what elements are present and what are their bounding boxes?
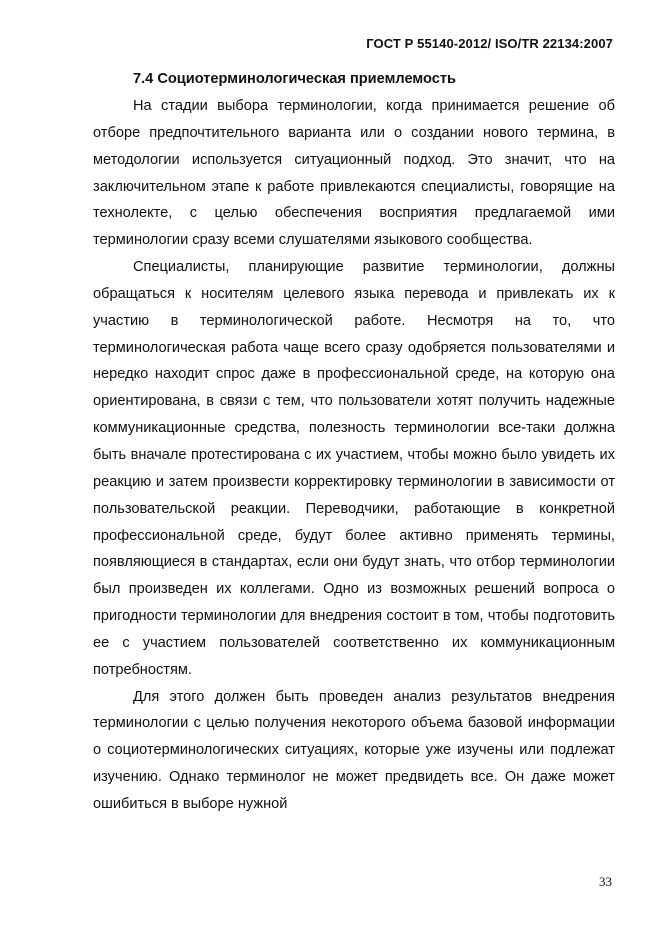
document-header: ГОСТ Р 55140-2012/ ISO/TR 22134:2007 [366,36,613,51]
page-content [93,66,615,818]
paragraph-1: На стадии выбора терминологии, когда принимается решение об отборе предпочтительного варианта или о создании нового термина, в методологии используется ситуационный подход. Это значит, что на заключительном этапе к работе привлекаются специалисты, говорящие на технолекте, с целью обеспечения восприятия предлагаемой ими терминологии сразу всеми слушателями языкового сообщества. [93,98,615,249]
page-number: 33 [599,874,612,889]
section-heading: 7.4 Социотерминологическая приемлемость [133,71,456,87]
paragraph-3: Для этого должен быть проведен анализ результатов внедрения терминологии с целью получения некоторого объема базовой информации о социотерминологических ситуациях, которые уже изучены или подлежат изучению. Однако терминолог не может предвидеть все. Он даже может ошибиться в выборе нужной [93,688,615,812]
paragraph-2: Специалисты, планирующие развитие терминологии, должны обращаться к носителям целевого языка перевода и привлекать их к участию в терминологической работе. Несмотря на то, что терминологическая работа чаще всего сразу одобряется пользователями и нередко находит спрос даже в профессиональной среде, на которую она ориентирована, в связи с тем, что пользователи хотят получить надежные коммуникационные средства, полезность терминологии все-таки должна быть вначале протестирована с их участием, чтобы можно было увидеть их реакцию и затем произвести корректировку терминологии в зависимости от пользовательской реакции. Переводчики, работающие в конкретной профессиональной среде, будут более активно применять термины, появляющиеся в стандартах, если они будут знать, что отбор терминологии был произведен их коллегами. Одно из возможных решений вопроса о пригодности терминологии для внедрения состоит в том, чтобы подготовить ее с участием пользователей соответственно их коммуникационным потребностям. [93,259,615,678]
